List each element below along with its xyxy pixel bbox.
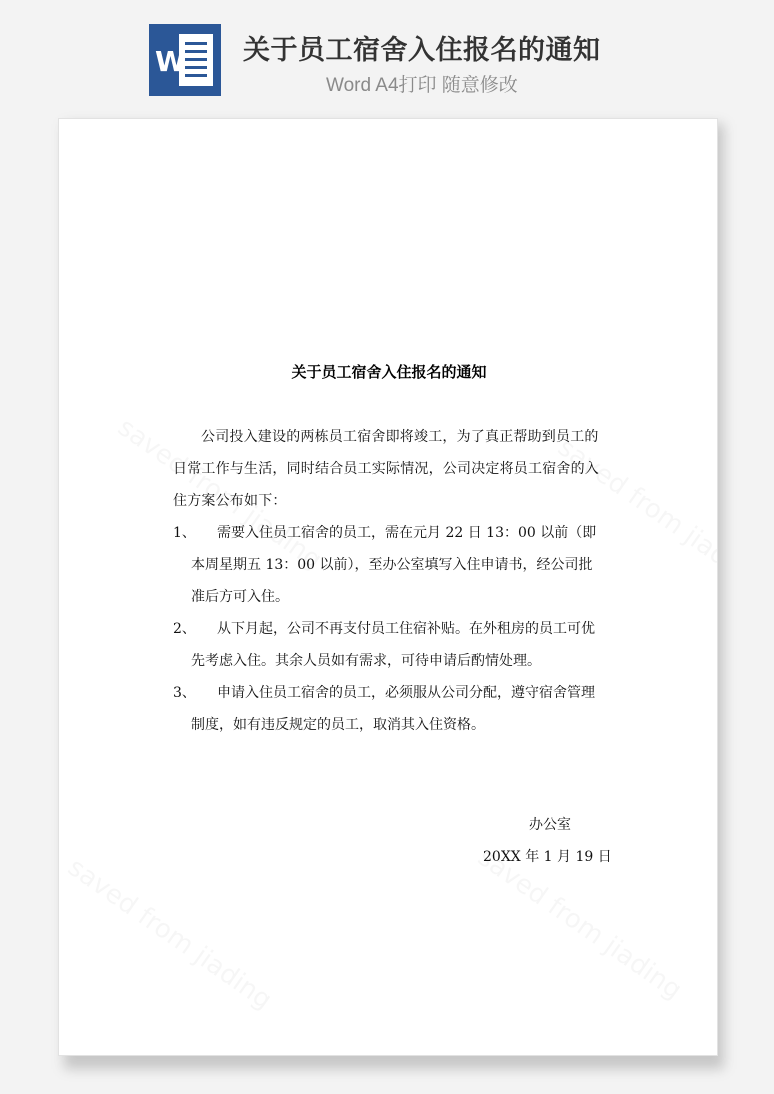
preview-header <box>0 0 774 118</box>
signature-date: 20XX 年 1 月 19 日 <box>483 849 612 865</box>
list-item-number: 1、 <box>173 525 196 541</box>
list-item-number: 2、 <box>173 621 196 637</box>
header-subtitle: Word A4打印 随意修改 <box>326 75 518 96</box>
header-title: 关于员工宿舍入住报名的通知 <box>243 35 601 66</box>
intro-paragraph: 公司投入建设的两栋员工宿舍即将竣工，为了真正帮助到员工的日常工作与生活，同时结合员工实际情况，公司决定将员工宿舍的入住方案公布如下： <box>173 429 599 509</box>
list-item-text: 从下月起，公司不再支付员工住宿补贴。在外租房的员工可优先考虑入住。其余人员如有需求，可待申请后酌情处理。 <box>191 621 595 669</box>
list-item-text: 申请入住员工宿舍的员工，必须服从公司分配，遵守宿舍管理制度，如有违反规定的员工，取消其入住资格。 <box>191 685 595 733</box>
document-title: 关于员工宿舍入住报名的通知 <box>291 363 487 381</box>
document-page <box>58 118 718 1056</box>
signature-office: 办公室 <box>529 817 571 833</box>
list-item-number: 3、 <box>173 685 196 701</box>
word-icon-letter: W <box>155 45 186 78</box>
list-item-text: 需要入住员工宿舍的员工，需在元月 22 日 13：00 以前（即本周星期五 13：00 以前），至办公室填写入住申请书，经公司批准后方可入住。 <box>191 525 597 605</box>
word-document-icon <box>149 24 221 96</box>
watermark <box>62 852 277 1015</box>
